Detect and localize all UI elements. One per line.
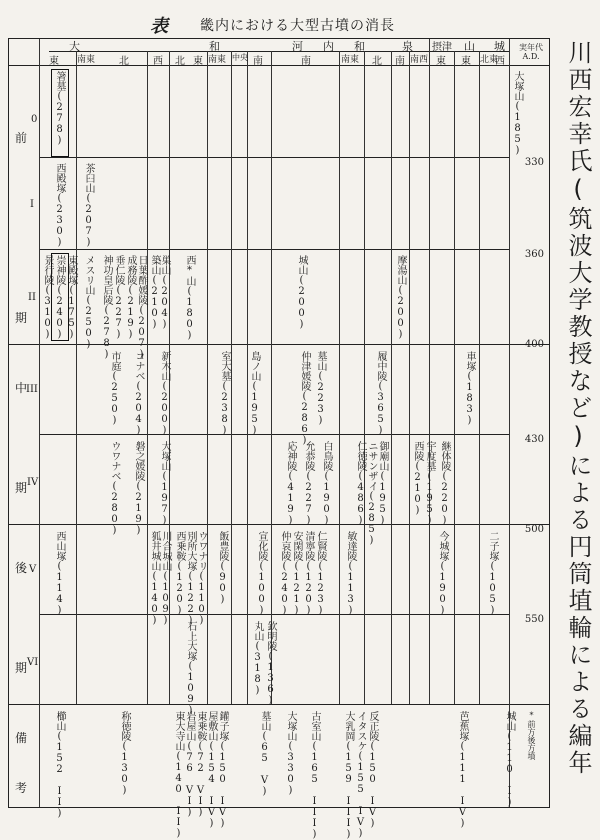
- tomb-entry: コナベ(204): [133, 351, 144, 436]
- tomb-entry: 日葉酢媛陵(207): [136, 255, 147, 360]
- year-label: 500: [524, 524, 544, 535]
- period-label: 期: [15, 311, 28, 325]
- sub-header: 南東: [77, 55, 96, 65]
- tomb-entry: 飯豊陵(90): [217, 531, 228, 605]
- tomb-entry: 仁賢陵(123): [315, 531, 326, 616]
- region-izumi-2: 泉: [402, 40, 413, 53]
- year-label: 360: [524, 249, 544, 260]
- sub-header: 東: [461, 56, 471, 67]
- region-yamashiro-2: 城: [494, 40, 505, 53]
- subperiod-label: 0: [31, 114, 38, 125]
- column-divider: [76, 51, 77, 704]
- period-label: 期: [15, 481, 28, 495]
- year-label: 430: [524, 434, 544, 445]
- subperiod-label: VI: [27, 657, 39, 668]
- region-settsu: 摂津: [432, 42, 452, 53]
- subperiod-label: III: [26, 384, 38, 395]
- sub-header: 南西: [410, 55, 429, 65]
- tomb-entry: 允恭陵(227): [303, 441, 314, 526]
- year-label: 400: [524, 339, 544, 350]
- tomb-entry: ウワナリ(110): [196, 531, 207, 626]
- sub-header: 北: [175, 56, 185, 67]
- tomb-entry: 成務陵(219): [125, 255, 136, 340]
- sub-header: 北東: [480, 55, 499, 65]
- year-header: 実年代 A.D.: [519, 43, 543, 61]
- tomb-entry: 宣化陵(100): [256, 531, 267, 616]
- remark-entry: 東大寺山(140 II): [173, 711, 184, 839]
- legend-note: *前方後方墳: [527, 711, 536, 760]
- tomb-entry: 仁徳陵(486): [355, 441, 366, 526]
- tomb-entry: 応神陵(419): [285, 441, 296, 526]
- remark-entry: イタスケ(155 IV): [355, 711, 366, 839]
- column-divider: [147, 51, 148, 704]
- column-divider: [479, 51, 480, 704]
- region-yamashiro: 山: [464, 40, 475, 53]
- tomb-entry: 景行陵(310): [42, 255, 53, 340]
- tomb-entry: ニサンザイ(285): [366, 441, 377, 546]
- sub-header: 北: [372, 56, 382, 67]
- region-izumi: 和: [354, 40, 365, 53]
- column-divider: [509, 39, 510, 807]
- subperiod-label: I: [30, 199, 34, 210]
- tomb-entry: 垂仁陵(227): [113, 255, 124, 340]
- handwritten-note: 川西宏幸氏(筑波大学教授など)による円筒埴輪による編年: [564, 40, 592, 777]
- tomb-entry: 安閑陵(121): [291, 531, 302, 616]
- subperiod-label: IV: [27, 477, 39, 488]
- tomb-entry: 巣山(204): [159, 255, 170, 330]
- tomb-entry: 東殿塚(175): [66, 255, 77, 340]
- title-row: [150, 12, 450, 38]
- remark-entry: 称徳陵(130): [119, 711, 130, 796]
- column-divider: [364, 51, 365, 704]
- tomb-entry: 車塚(183): [464, 351, 475, 426]
- tomb-entry: 西山塚(114): [54, 531, 65, 616]
- year-label: 330: [524, 157, 544, 168]
- column-divider: [391, 51, 392, 704]
- subperiod-label: II: [28, 292, 36, 303]
- period-label: 中: [15, 381, 28, 395]
- tomb-entry: 西陵(210): [412, 441, 423, 516]
- tomb-entry: 川合城山(109): [160, 531, 171, 626]
- tomb-entry: 御廟山(195): [377, 441, 388, 526]
- tomb-entry: 仲津媛陵(286): [299, 351, 310, 446]
- tomb-entry: 新木山(200): [159, 351, 170, 436]
- sub-header: 南: [395, 56, 405, 67]
- tomb-entry: 石上大塚(109): [185, 621, 196, 716]
- tomb-entry: 履中陵(365): [375, 351, 386, 436]
- table-label: 表: [150, 16, 168, 37]
- tomb-entry: 室大墓(238): [219, 351, 230, 436]
- sub-header: 東: [193, 56, 203, 67]
- row-divider: [39, 434, 509, 435]
- tomb-entry: 西乗鞍(120): [174, 531, 185, 616]
- tomb-entry: 狐井城山(140): [149, 531, 160, 626]
- sub-header: 西: [153, 56, 163, 67]
- column-divider: [429, 39, 430, 704]
- tomb-entry: 白鳥陵(190): [321, 441, 332, 526]
- tomb-entry: 西殿塚(230): [54, 163, 65, 248]
- remark-entry: 大塚山(330): [285, 711, 296, 796]
- tomb-entry: 城山(200): [296, 255, 307, 330]
- sub-header: 北: [119, 56, 129, 67]
- tomb-entry: 摩湯山(200): [395, 255, 406, 340]
- column-divider: [409, 51, 410, 704]
- region-kawachi: 河: [292, 40, 303, 53]
- row-divider: [9, 524, 549, 525]
- region-kawachi-2: 内: [323, 40, 334, 53]
- remark-entry: 芭蕉塚(111 IV): [457, 711, 468, 829]
- period-label: 期: [15, 661, 28, 675]
- period-label: 後: [15, 561, 28, 575]
- remark-entry: 古室山(165 III): [309, 711, 320, 840]
- sub-header: 南: [253, 56, 263, 67]
- column-divider: [454, 51, 455, 704]
- page-title: 畿内における大型古墳の消長: [200, 18, 395, 34]
- tomb-entry: 大塚山(185): [512, 71, 523, 156]
- chronology-table: [8, 38, 550, 840]
- remark-entry: 東乗鞍(72 VI): [195, 711, 206, 818]
- sub-header: 東: [49, 56, 59, 67]
- tomb-entry: 清寧陵(120): [303, 531, 314, 616]
- tomb-entry: 欽明陵(136): [265, 621, 276, 706]
- tomb-entry: 敏達陵(113): [345, 531, 356, 616]
- tomb-entry: 別所大塚(122): [185, 531, 196, 626]
- tomb-entry: 茶臼山(207): [83, 163, 94, 248]
- remark-entry: 岩屋山(76 VI): [184, 711, 195, 818]
- tomb-entry: 大塚山(197): [159, 441, 170, 526]
- tomb-entry: 磐之媛陵(219): [133, 441, 144, 536]
- column-divider: [247, 51, 248, 704]
- remark-entry: 大乳岡(159 III): [343, 711, 354, 840]
- tomb-entry: 西*山(180): [184, 255, 195, 341]
- sub-header: 南東: [341, 55, 360, 65]
- subperiod-label: V: [29, 564, 37, 575]
- row-divider: [9, 704, 549, 705]
- tomb-entry: 継体陵(220): [439, 441, 450, 526]
- remarks-label: 備: [15, 731, 28, 745]
- year-label: 550: [524, 614, 544, 625]
- sub-header: 東: [436, 56, 446, 67]
- period-label: 前: [15, 131, 28, 145]
- tomb-entry: 崇神陵(240): [54, 255, 65, 340]
- remark-entry: 鑵子塚(150 IV): [217, 711, 228, 829]
- tomb-entry: 今城塚(190): [437, 531, 448, 616]
- sub-header: 南: [301, 56, 311, 67]
- remark-entry: 屋敷山(154 IV): [206, 711, 217, 829]
- tomb-entry: 丸山(318): [252, 621, 263, 696]
- row-divider: [39, 157, 509, 158]
- remark-entry: 櫛山(152 II): [54, 711, 65, 819]
- remark-entry: 墓山(65 V): [259, 711, 270, 797]
- sub-header: 西: [495, 56, 505, 67]
- tomb-entry: ウワナベ(280): [109, 441, 120, 536]
- remark-entry: 反正陵(150 IV): [367, 711, 378, 829]
- remark-entry: 城山(110 I): [504, 711, 515, 808]
- region-yamato-2: 和: [209, 40, 220, 53]
- tomb-entry: 島ノ山(195): [249, 351, 260, 436]
- sub-header: 南東: [208, 55, 227, 65]
- tomb-entry: 神功皇后陵(278): [101, 255, 112, 360]
- column-divider: [271, 51, 272, 704]
- row-divider: [39, 249, 509, 250]
- tomb-entry: 市庭(250): [109, 351, 120, 426]
- tomb-entry: 築山(210): [149, 255, 160, 330]
- region-yamato: 大: [69, 40, 80, 53]
- tomb-entry: 宇度墓(195): [424, 441, 435, 526]
- tomb-entry: 箸墓(278): [54, 71, 65, 146]
- sub-header: 中央: [232, 53, 248, 62]
- remarks-label: 考: [15, 781, 28, 795]
- column-divider: [39, 39, 40, 807]
- column-divider: [207, 51, 208, 704]
- tomb-entry: 墓山(223): [315, 351, 326, 426]
- column-divider: [231, 51, 232, 704]
- tomb-entry: 二子塚(105): [487, 531, 498, 616]
- tomb-entry: 仲哀陵(240): [279, 531, 290, 616]
- column-divider: [339, 51, 340, 704]
- tomb-entry: メスリ山(250): [83, 255, 94, 350]
